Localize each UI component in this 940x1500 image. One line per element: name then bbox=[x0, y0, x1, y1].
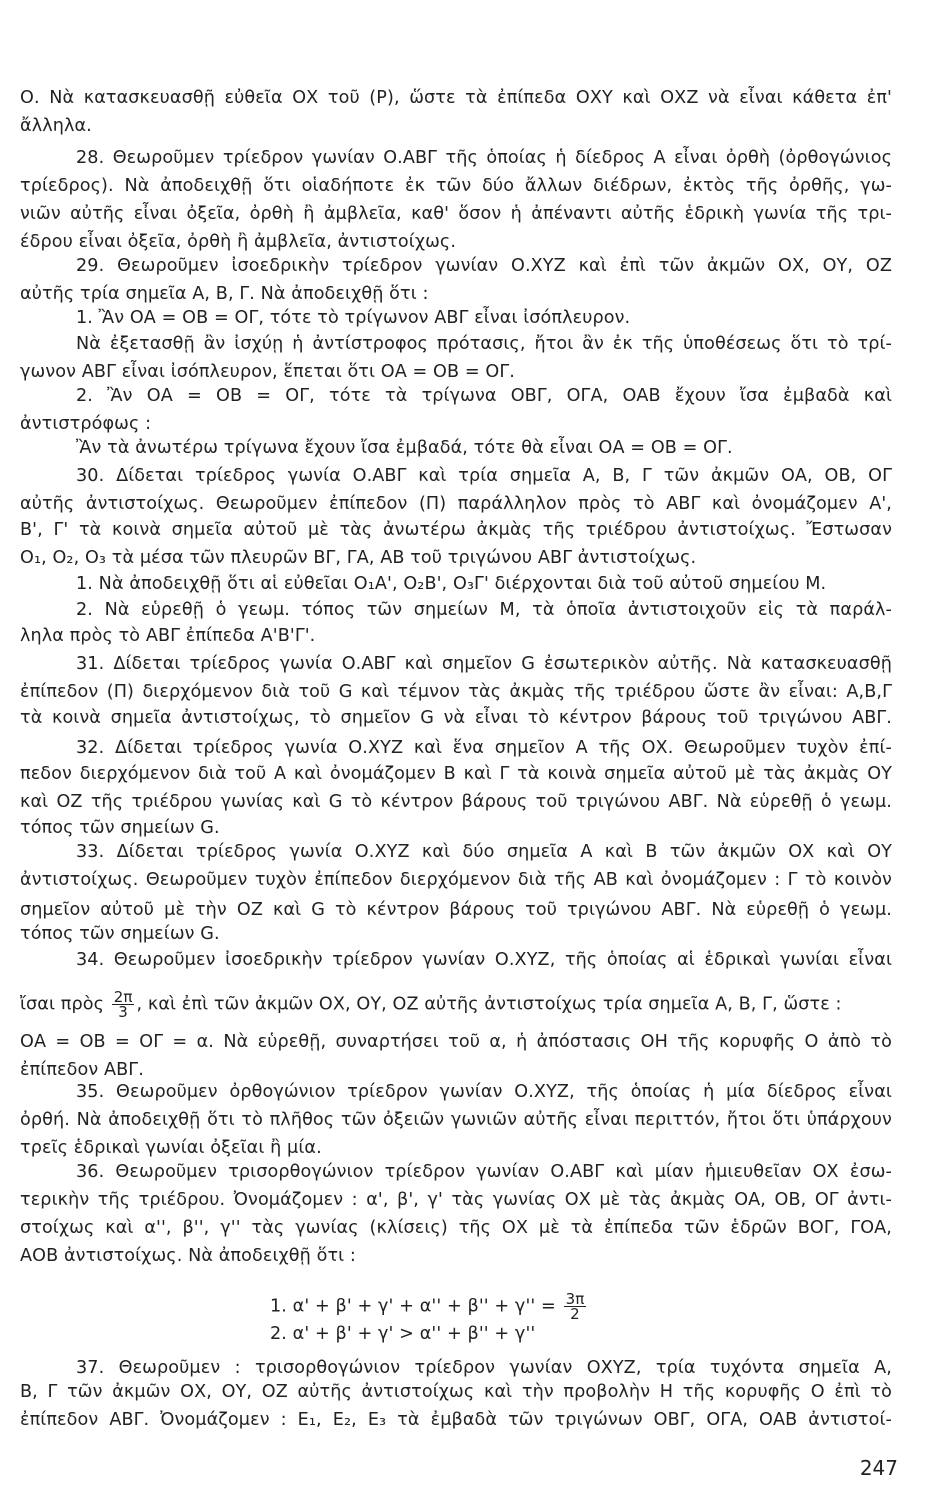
text-fragment: , καὶ ἐπὶ τῶν ἀκμῶν ΟΧ, ΟΥ, ΟΖ αὐτῆς ἀντιστοίχως τρία σημεῖα Α, Β, Γ, ὥστε : bbox=[136, 994, 842, 1015]
text-line: αὐτῆς ἀντιστοίχως. Θεωροῦμεν ἐπίπεδον (Π) παράλληλον πρὸς τὸ ΑΒΓ καὶ ὀνομάζομεν Α', bbox=[20, 494, 892, 514]
text-line: Ἂν τὰ ἀνωτέρω τρίγωνα ἔχουν ἴσα ἐμβαδά, τότε θὰ εἶναι ΟΑ = ΟΒ = ΟΓ. bbox=[76, 438, 733, 458]
text-line: ληλα πρὸς τὸ ΑΒΓ ἐπίπεδα Α'Β'Γ'. bbox=[20, 626, 316, 646]
text-line: τερικὴν τῆς τριέδρου. Ὀνομάζομεν : α', β', γ' τὰς γωνίας ΟΧ μὲ τὰς ἀκμὰς ΟΑ, ΟΒ, ΟΓ ἀντι- bbox=[20, 1190, 892, 1210]
text-line: ἐπίπεδον ΑΒΓ. bbox=[20, 1060, 144, 1080]
text-line: τὰ κοινὰ σημεῖα ἀντιστοίχως, τὸ σημεῖον G νὰ εἶναι τὸ κέντρον βάρους τοῦ τριγώνου ΑΒΓ. bbox=[20, 708, 892, 728]
text-line: Β', Γ' τὰ κοινὰ σημεῖα αὐτοῦ μὲ τὰς ἀνωτέρω ἀκμὰς τῆς τριέδρου ἀντιστοίχως. Ἔστωσαν bbox=[20, 520, 892, 540]
text-line: καὶ ΟΖ τῆς τριέδρου γωνίας καὶ G τὸ κέντρον βάρους τοῦ τριγώνου ΑΒΓ. Νὰ εὑρεθῇ ὁ γεωμ. bbox=[20, 792, 892, 812]
text-line: ἐπίπεδον ΑΒΓ. Ὀνομάζομεν : Ε₁, Ε₂, Ε₃ τὰ ἐμβαδὰ τῶν τριγώνων ΟΒΓ, ΟΓΑ, ΟΑΒ ἀντιστοί- bbox=[20, 1410, 892, 1430]
exercise-37: 37. Θεωροῦμεν : τρισορθογώνιον τρίεδρον γωνίαν ΟΧΥΖ, τρία τυχόντα σημεῖα Α, bbox=[76, 1358, 892, 1378]
fraction-denominator: 3 bbox=[118, 1003, 128, 1021]
formula-2: 2. α' + β' + γ' > α'' + β'' + γ'' bbox=[270, 1324, 536, 1344]
fraction-denominator: 2 bbox=[570, 1305, 580, 1323]
exercise-36: 36. Θεωροῦμεν τρισορθογώνιον τρίεδρον γωνίαν Ο.ΑΒΓ καὶ μίαν ἡμιευθεῖαν ΟΧ ἐσω- bbox=[76, 1162, 892, 1182]
fraction-two-pi-over-three bbox=[112, 990, 135, 1019]
text-line: νιῶν αὐτῆς εἶναι ὀξεῖα, ὀρθὴ ἢ ἀμβλεῖα, καθ' ὅσον ἡ ἀπέναντι αὐτῆς ἑδρικὴ γωνία τῆς τρι- bbox=[20, 204, 892, 224]
text-line: τρίεδρος). Νὰ ἀποδειχθῇ ὅτι οἱαδήποτε ἐκ τῶν δύο ἄλλων διέδρων, ἐκτὸς τῆς ὀρθῆς, γω- bbox=[20, 176, 892, 196]
text-line: ἀντιστοίχως. Θεωροῦμεν τυχὸν ἐπίπεδον διερχόμενον διὰ τῆς ΑΒ καὶ ὀνομάζομεν : Γ τὸ κοινὸν bbox=[20, 870, 892, 890]
text-line: αὐτῆς τρία σημεῖα Α, Β, Γ. Νὰ ἀποδειχθῇ ὅτι : bbox=[20, 284, 429, 304]
text-line: Νὰ ἐξετασθῇ ἂν ἰσχύῃ ἡ ἀντίστροφος πρότασις, ἤτοι ἂν ἐκ τῆς ὑποθέσεως ὅτι τὸ τρί- bbox=[76, 334, 892, 354]
page-number: 247 bbox=[859, 1456, 898, 1480]
text-line: 1. Νὰ ἀποδειχθῇ ὅτι αἱ εὐθεῖαι Ο₁Α', Ο₂Β', Ο₃Γ' διέρχονται διὰ τοῦ αὐτοῦ σημείου Μ. bbox=[76, 574, 827, 594]
text-line: στοίχως καὶ α'', β'', γ'' τὰς γωνίας (κλίσεις) τῆς ΟΧ μὲ τὰ ἐπίπεδα τῶν ἑδρῶν ΒΟΓ, ΓΟΑ, bbox=[20, 1218, 892, 1238]
text-line: τόπος τῶν σημείων G. bbox=[20, 924, 220, 944]
text-line: Ο₁, Ο₂, Ο₃ τὰ μέσα τῶν πλευρῶν ΒΓ, ΓΑ, ΑΒ τοῦ τριγώνου ΑΒΓ ἀντιστοίχως. bbox=[20, 548, 697, 568]
text-line: γωνον ΑΒΓ εἶναι ἰσόπλευρον, ἕπεται ὅτι ΟΑ = ΟΒ = ΟΓ. bbox=[20, 362, 515, 382]
exercise-34: 34. Θεωροῦμεν ἰσοεδρικὴν τρίεδρον γωνίαν Ο.ΧΥΖ, τῆς ὁποίας αἱ ἑδρικαὶ γωνίαι εἶναι bbox=[76, 950, 892, 970]
exercise-31: 31. Δίδεται τρίεδρος γωνία Ο.ΑΒΓ καὶ σημεῖον G ἐσωτερικὸν αὐτῆς. Νὰ κατασκευασθῇ bbox=[76, 654, 892, 674]
text-line: Ο. Νὰ κατασκευασθῇ εὐθεῖα ΟΧ τοῦ (Ρ), ὥστε τὰ ἐπίπεδα ΟΧΥ καὶ ΟΧΖ νὰ εἶναι κάθετα ἐπ' bbox=[20, 88, 892, 108]
text-line: ἀντιστρόφως : bbox=[20, 414, 152, 434]
fraction-three-pi-over-two bbox=[564, 1292, 587, 1321]
text-line: σημεῖον αὐτοῦ μὲ τὴν ΟΖ καὶ G τὸ κέντρον βάρους τοῦ τριγώνου ΑΒΓ. Νὰ εὑρεθῇ ὁ γεωμ. bbox=[20, 900, 892, 920]
text-line: ἄλληλα. bbox=[20, 116, 92, 136]
text-line: έδρου εἶναι ὀξεῖα, ὀρθὴ ἢ ἀμβλεῖα, ἀντιστοίχως. bbox=[20, 232, 457, 252]
text-fragment: ἴσαι πρὸς bbox=[20, 994, 104, 1015]
exercise-29: 29. Θεωροῦμεν ἰσοεδρικὴν τρίεδρον γωνίαν Ο.ΧΥΖ καὶ ἐπὶ τῶν ἀκμῶν ΟΧ, ΟΥ, ΟΖ bbox=[76, 256, 892, 276]
text-line: 2. Νὰ εὑρεθῇ ὁ γεωμ. τόπος τῶν σημείων Μ, τὰ ὁποῖα ἀντιστοιχοῦν εἰς τὰ παράλ- bbox=[76, 600, 892, 620]
text-line: τόπος τῶν σημείων G. bbox=[20, 818, 220, 838]
text-line: ἐπίπεδον (Π) διερχόμενον διὰ τοῦ G καὶ τέμνον τὰς ἀκμὰς τῆς τριέδρου ὥστε ἂν εἶναι: Α,Β,Γ bbox=[20, 682, 892, 702]
text-line: πεδον διερχόμενον διὰ τοῦ Α καὶ ὀνομάζομεν Β καὶ Γ τὰ κοινὰ σημεῖα αὐτοῦ μὲ τὰς ἀκμὰς ΟΥ bbox=[20, 764, 892, 784]
exercise-35: 35. Θεωροῦμεν ὀρθογώνιον τρίεδρον γωνίαν Ο.ΧΥΖ, τῆς ὁποίας ἡ μία δίεδρος εἶναι bbox=[76, 1082, 892, 1102]
exercise-32: 32. Δίδεται τρίεδρος γωνία Ο.ΧΥΖ καὶ ἕνα σημεῖον Α τῆς ΟΧ. Θεωροῦμεν τυχὸν ἐπί- bbox=[76, 738, 892, 758]
formula-1 bbox=[270, 1290, 670, 1323]
exercise-28: 28. Θεωροῦμεν τρίεδρον γωνίαν Ο.ΑΒΓ τῆς ὁποίας ἡ δίεδρος Α εἶναι ὀρθὴ (ὀρθογώνιος bbox=[76, 148, 892, 168]
exercise-30: 30. Δίδεται τρίεδρος γωνία Ο.ΑΒΓ καὶ τρία σημεῖα Α, Β, Γ τῶν ἀκμῶν ΟΑ, ΟΒ, ΟΓ bbox=[76, 466, 892, 486]
text-line bbox=[20, 988, 892, 1021]
fraction-numerator: 2π bbox=[113, 988, 133, 1006]
text-line: Β, Γ τῶν ἀκμῶν ΟΧ, ΟΥ, ΟΖ αὐτῆς ἀντιστοίχως καὶ τὴν προβολὴν Η τῆς κορυφῆς Ο ἐπὶ τὸ bbox=[20, 1382, 892, 1402]
formula-text: 1. α' + β' + γ' + α'' + β'' + γ'' = bbox=[270, 1296, 556, 1317]
text-line: ὀρθή. Νὰ ἀποδειχθῇ ὅτι τὸ πλῆθος τῶν ὀξειῶν γωνιῶν αὐτῆς εἶναι περιττόν, ἤτοι ὅτι ὑπάρχουν bbox=[20, 1110, 892, 1130]
text-line: ΑΟΒ ἀντιστοίχως. Νὰ ἀποδειχθῇ ὅτι : bbox=[20, 1246, 356, 1266]
text-line: τρεῖς ἑδρικαὶ γωνίαι ὀξεῖαι ἢ μία. bbox=[20, 1138, 322, 1158]
fraction-numerator: 3π bbox=[565, 1290, 585, 1308]
text-line: ΟΑ = ΟΒ = ΟΓ = α. Νὰ εὑρεθῇ, συναρτήσει τοῦ α, ἡ ἀπόστασις ΟΗ τῆς κορυφῆς Ο ἀπὸ τὸ bbox=[20, 1032, 892, 1052]
exercise-33: 33. Δίδεται τρίεδρος γωνία Ο.ΧΥΖ καὶ δύο σημεῖα Α καὶ Β τῶν ἀκμῶν ΟΧ καὶ ΟΥ bbox=[76, 842, 892, 862]
text-line: 1. Ἂν ΟΑ = ΟΒ = ΟΓ, τότε τὸ τρίγωνον ΑΒΓ εἶναι ἰσόπλευρον. bbox=[76, 308, 631, 328]
text-line: 2. Ἂν ΟΑ = ΟΒ = ΟΓ, τότε τὰ τρίγωνα ΟΒΓ, ΟΓΑ, ΟΑΒ ἔχουν ἴσα ἐμβαδὰ καὶ bbox=[76, 386, 892, 406]
